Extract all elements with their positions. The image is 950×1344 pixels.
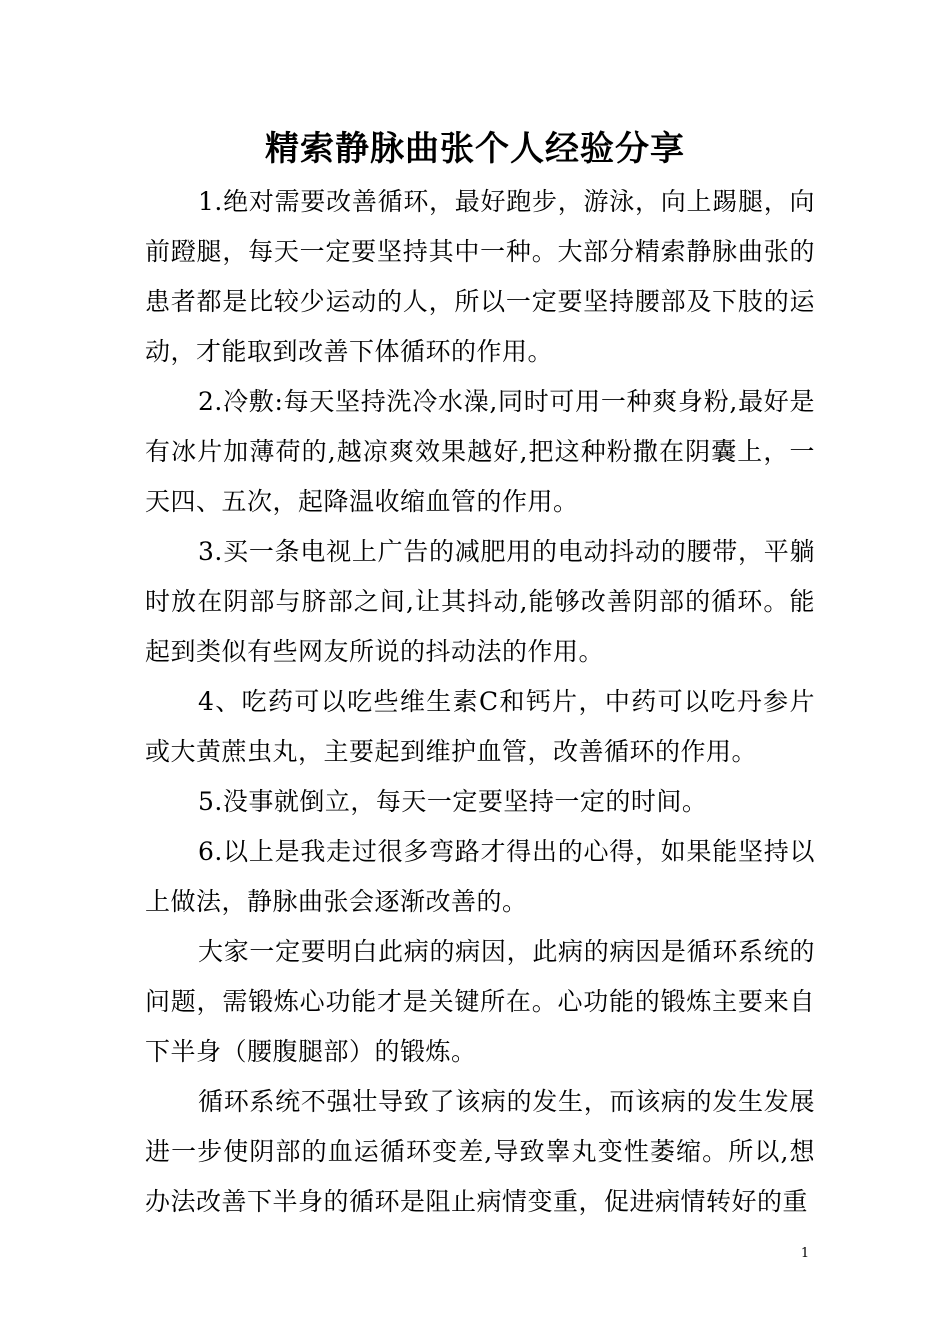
page-number: 1	[800, 1246, 810, 1261]
paragraph-5: 5.没事就倒立，每天一定要坚持一定的时间。	[198, 787, 708, 816]
document-title: 精索静脉曲张个人经验分享	[265, 129, 685, 169]
paragraph-6: 6.以上是我走过很多弯路才得出的心得，如果能坚持以上做法，静脉曲张会逐渐改善的。	[145, 837, 815, 916]
paragraph-3: 3.买一条电视上广告的减肥用的电动抖动的腰带，平躺时放在阴部与脐部之间,让其抖动,能够改善阴部的循环。能起到类似有些网友所说的抖动法的作用。	[145, 537, 815, 666]
paragraph-1: 1.绝对需要改善循环，最好跑步，游泳，向上踢腿，向前蹬腿，每天一定要坚持其中一种。大部分精索静脉曲张的患者都是比较少运动的人，所以一定要坚持腰部及下肢的运动，才能取到改善下体循环的作用。	[145, 187, 815, 366]
paragraph-7: 大家一定要明白此病的病因，此病的病因是循环系统的问题，需锻炼心功能才是关键所在。心功能的锻炼主要来自下半身（腰腹腿部）的锻炼。	[145, 937, 815, 1066]
paragraph-4: 4、吃药可以吃些维生素C和钙片，中药可以吃丹参片或大黄蔗虫丸，主要起到维护血管，改善循环的作用。	[145, 687, 815, 766]
document-body	[145, 177, 815, 1227]
paragraph-8: 循环系统不强壮导致了该病的发生，而该病的发生发展进一步使阴部的血运循环变差,导致睾丸变性萎缩。所以,想办法改善下半身的循环是阻止病情变重，促进病情转好的重	[145, 1087, 815, 1216]
paragraph-2: 2.冷敷:每天坚持洗冷水澡,同时可用一种爽身粉,最好是有冰片加薄荷的,越凉爽效果越好,把这种粉撒在阴囊上，一天四、五次，起降温收缩血管的作用。	[145, 387, 815, 516]
